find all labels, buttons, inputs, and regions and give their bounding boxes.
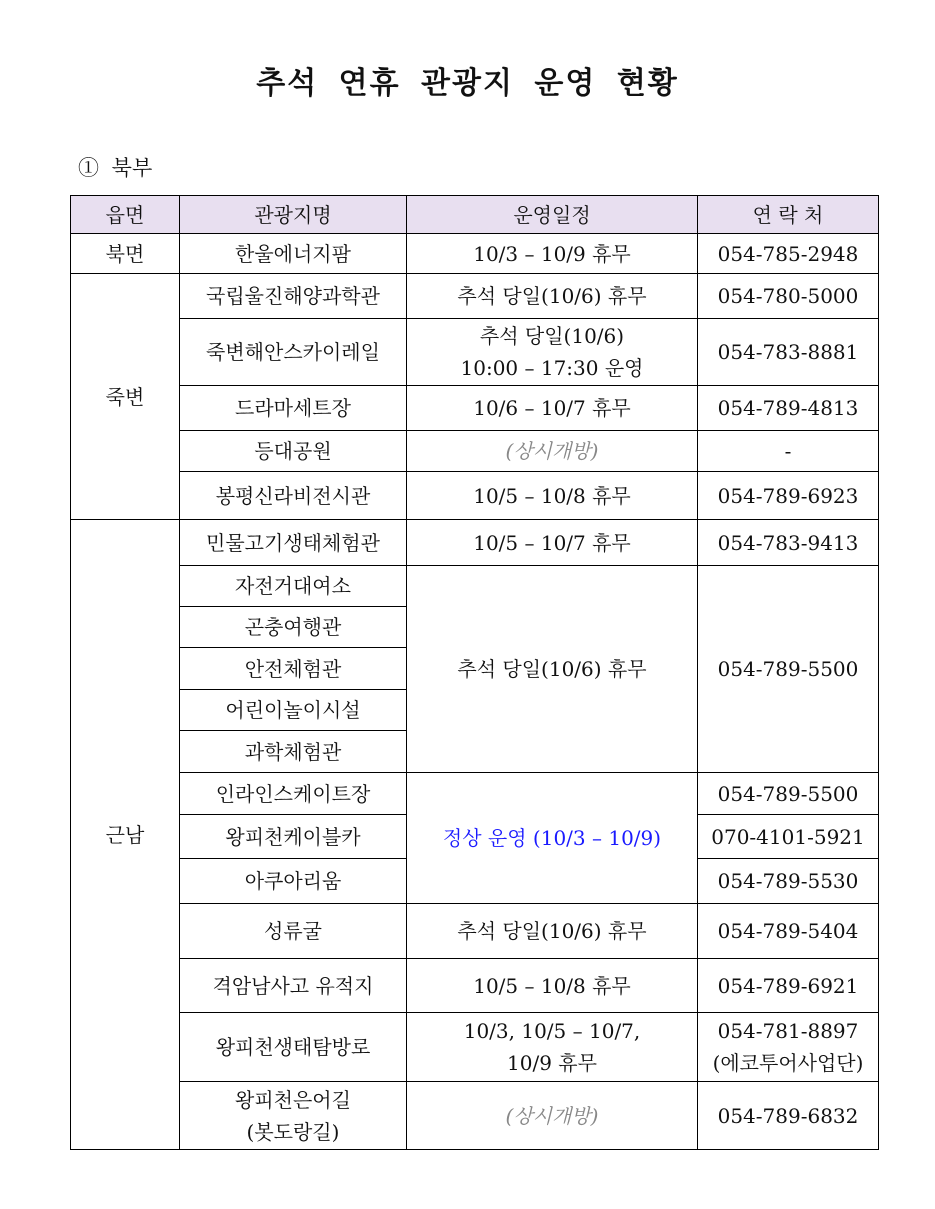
name-line: 왕피천은어길: [235, 1087, 351, 1112]
phone-cell: 054-789-6921: [698, 959, 879, 1013]
name-cell: 어린이놀이시설: [180, 690, 407, 731]
name-cell: 드라마세트장: [180, 386, 407, 431]
phone-cell: 070-4101-5921: [698, 815, 879, 859]
name-cell: 아쿠아리움: [180, 859, 407, 904]
table-row: [71, 386, 879, 431]
schedule-line: 10/9 휴무: [507, 1051, 597, 1075]
schedule-line: 추석 당일(10/6): [479, 324, 625, 348]
name-cell: 과학체험관: [180, 731, 407, 773]
phone-cell: 054-789-6923: [698, 472, 879, 520]
region-cell: 근남: [71, 520, 180, 1150]
header-name: 관광지명: [180, 196, 407, 234]
header-region: 읍면: [71, 196, 180, 234]
name-cell: 봉평신라비전시관: [180, 472, 407, 520]
table-header: [71, 196, 879, 234]
table-row: [71, 234, 879, 274]
schedule-cell: 10/5 – 10/8 휴무: [407, 472, 698, 520]
phone-cell: -: [698, 431, 879, 472]
name-cell: 자전거대여소: [180, 566, 407, 607]
schedule-cell: 추석 당일(10/6) 휴무: [407, 274, 698, 319]
phone-cell: 054-783-9413: [698, 520, 879, 566]
schedule-cell: (상시개방): [407, 1082, 698, 1150]
schedule-line: 10:00 – 17:30 운영: [460, 356, 644, 380]
table-row: [71, 472, 879, 520]
header-schedule: 운영일정: [407, 196, 698, 234]
name-cell: 죽변해안스카이레일: [180, 319, 407, 386]
phone-cell: 054-780-5000: [698, 274, 879, 319]
phone-cell: 054-783-8881: [698, 319, 879, 386]
section-heading: ① 북부: [78, 156, 153, 180]
phone-cell: 054-789-4813: [698, 386, 879, 431]
name-cell: 왕피천생태탐방로: [180, 1013, 407, 1082]
table-row: [71, 1013, 879, 1082]
schedule-line: 10/3, 10/5 – 10/7,: [463, 1019, 641, 1043]
schedule-cell: [407, 1013, 698, 1082]
name-cell: 격암남사고 유적지: [180, 959, 407, 1013]
table-row: [71, 959, 879, 1013]
name-cell: 안전체험관: [180, 648, 407, 690]
schedule-cell: 정상 운영 (10/3 – 10/9): [407, 773, 698, 904]
page-title: 추석 연휴 관광지 운영 현황: [256, 66, 679, 101]
name-cell: 등대공원: [180, 431, 407, 472]
schedule-cell: (상시개방): [407, 431, 698, 472]
header-contact: 연 락 처: [698, 196, 879, 234]
table-row: [71, 773, 879, 815]
name-cell: 왕피천케이블카: [180, 815, 407, 859]
schedule-cell: 10/6 – 10/7 휴무: [407, 386, 698, 431]
table-row: [71, 520, 879, 566]
name-line: (봇도랑길): [246, 1119, 340, 1144]
schedule-cell: 10/5 – 10/8 휴무: [407, 959, 698, 1013]
table-row: [71, 274, 879, 319]
region-cell: 북면: [71, 234, 180, 274]
phone-cell: 054-789-6832: [698, 1082, 879, 1150]
table-row: [71, 904, 879, 959]
schedule-cell: 10/3 – 10/9 휴무: [407, 234, 698, 274]
name-cell: 성류굴: [180, 904, 407, 959]
table-row: [71, 319, 879, 386]
phone-cell: 054-789-5404: [698, 904, 879, 959]
phone-cell: 054-789-5500: [698, 773, 879, 815]
table-row: [71, 1082, 879, 1150]
table-row: [71, 566, 879, 607]
name-cell: 국립울진해양과학관: [180, 274, 407, 319]
name-cell: 한울에너지팜: [180, 234, 407, 274]
phone-note: (에코투어사업단): [712, 1051, 864, 1075]
phone-cell: 054-789-5500: [698, 566, 879, 773]
name-cell: [180, 1082, 407, 1150]
table-row: [71, 431, 879, 472]
phone-line: 054-781-8897: [717, 1019, 859, 1043]
phone-cell: 054-785-2948: [698, 234, 879, 274]
schedule-cell: 추석 당일(10/6) 휴무: [407, 566, 698, 773]
schedule-cell: [407, 319, 698, 386]
schedule-cell: 10/5 – 10/7 휴무: [407, 520, 698, 566]
name-cell: 인라인스케이트장: [180, 773, 407, 815]
name-cell: 민물고기생태체험관: [180, 520, 407, 566]
region-cell: 죽변: [71, 274, 180, 520]
attractions-table: [70, 195, 879, 1150]
name-cell: 곤충여행관: [180, 607, 407, 648]
phone-cell: 054-789-5530: [698, 859, 879, 904]
phone-cell: [698, 1013, 879, 1082]
schedule-cell: 추석 당일(10/6) 휴무: [407, 904, 698, 959]
